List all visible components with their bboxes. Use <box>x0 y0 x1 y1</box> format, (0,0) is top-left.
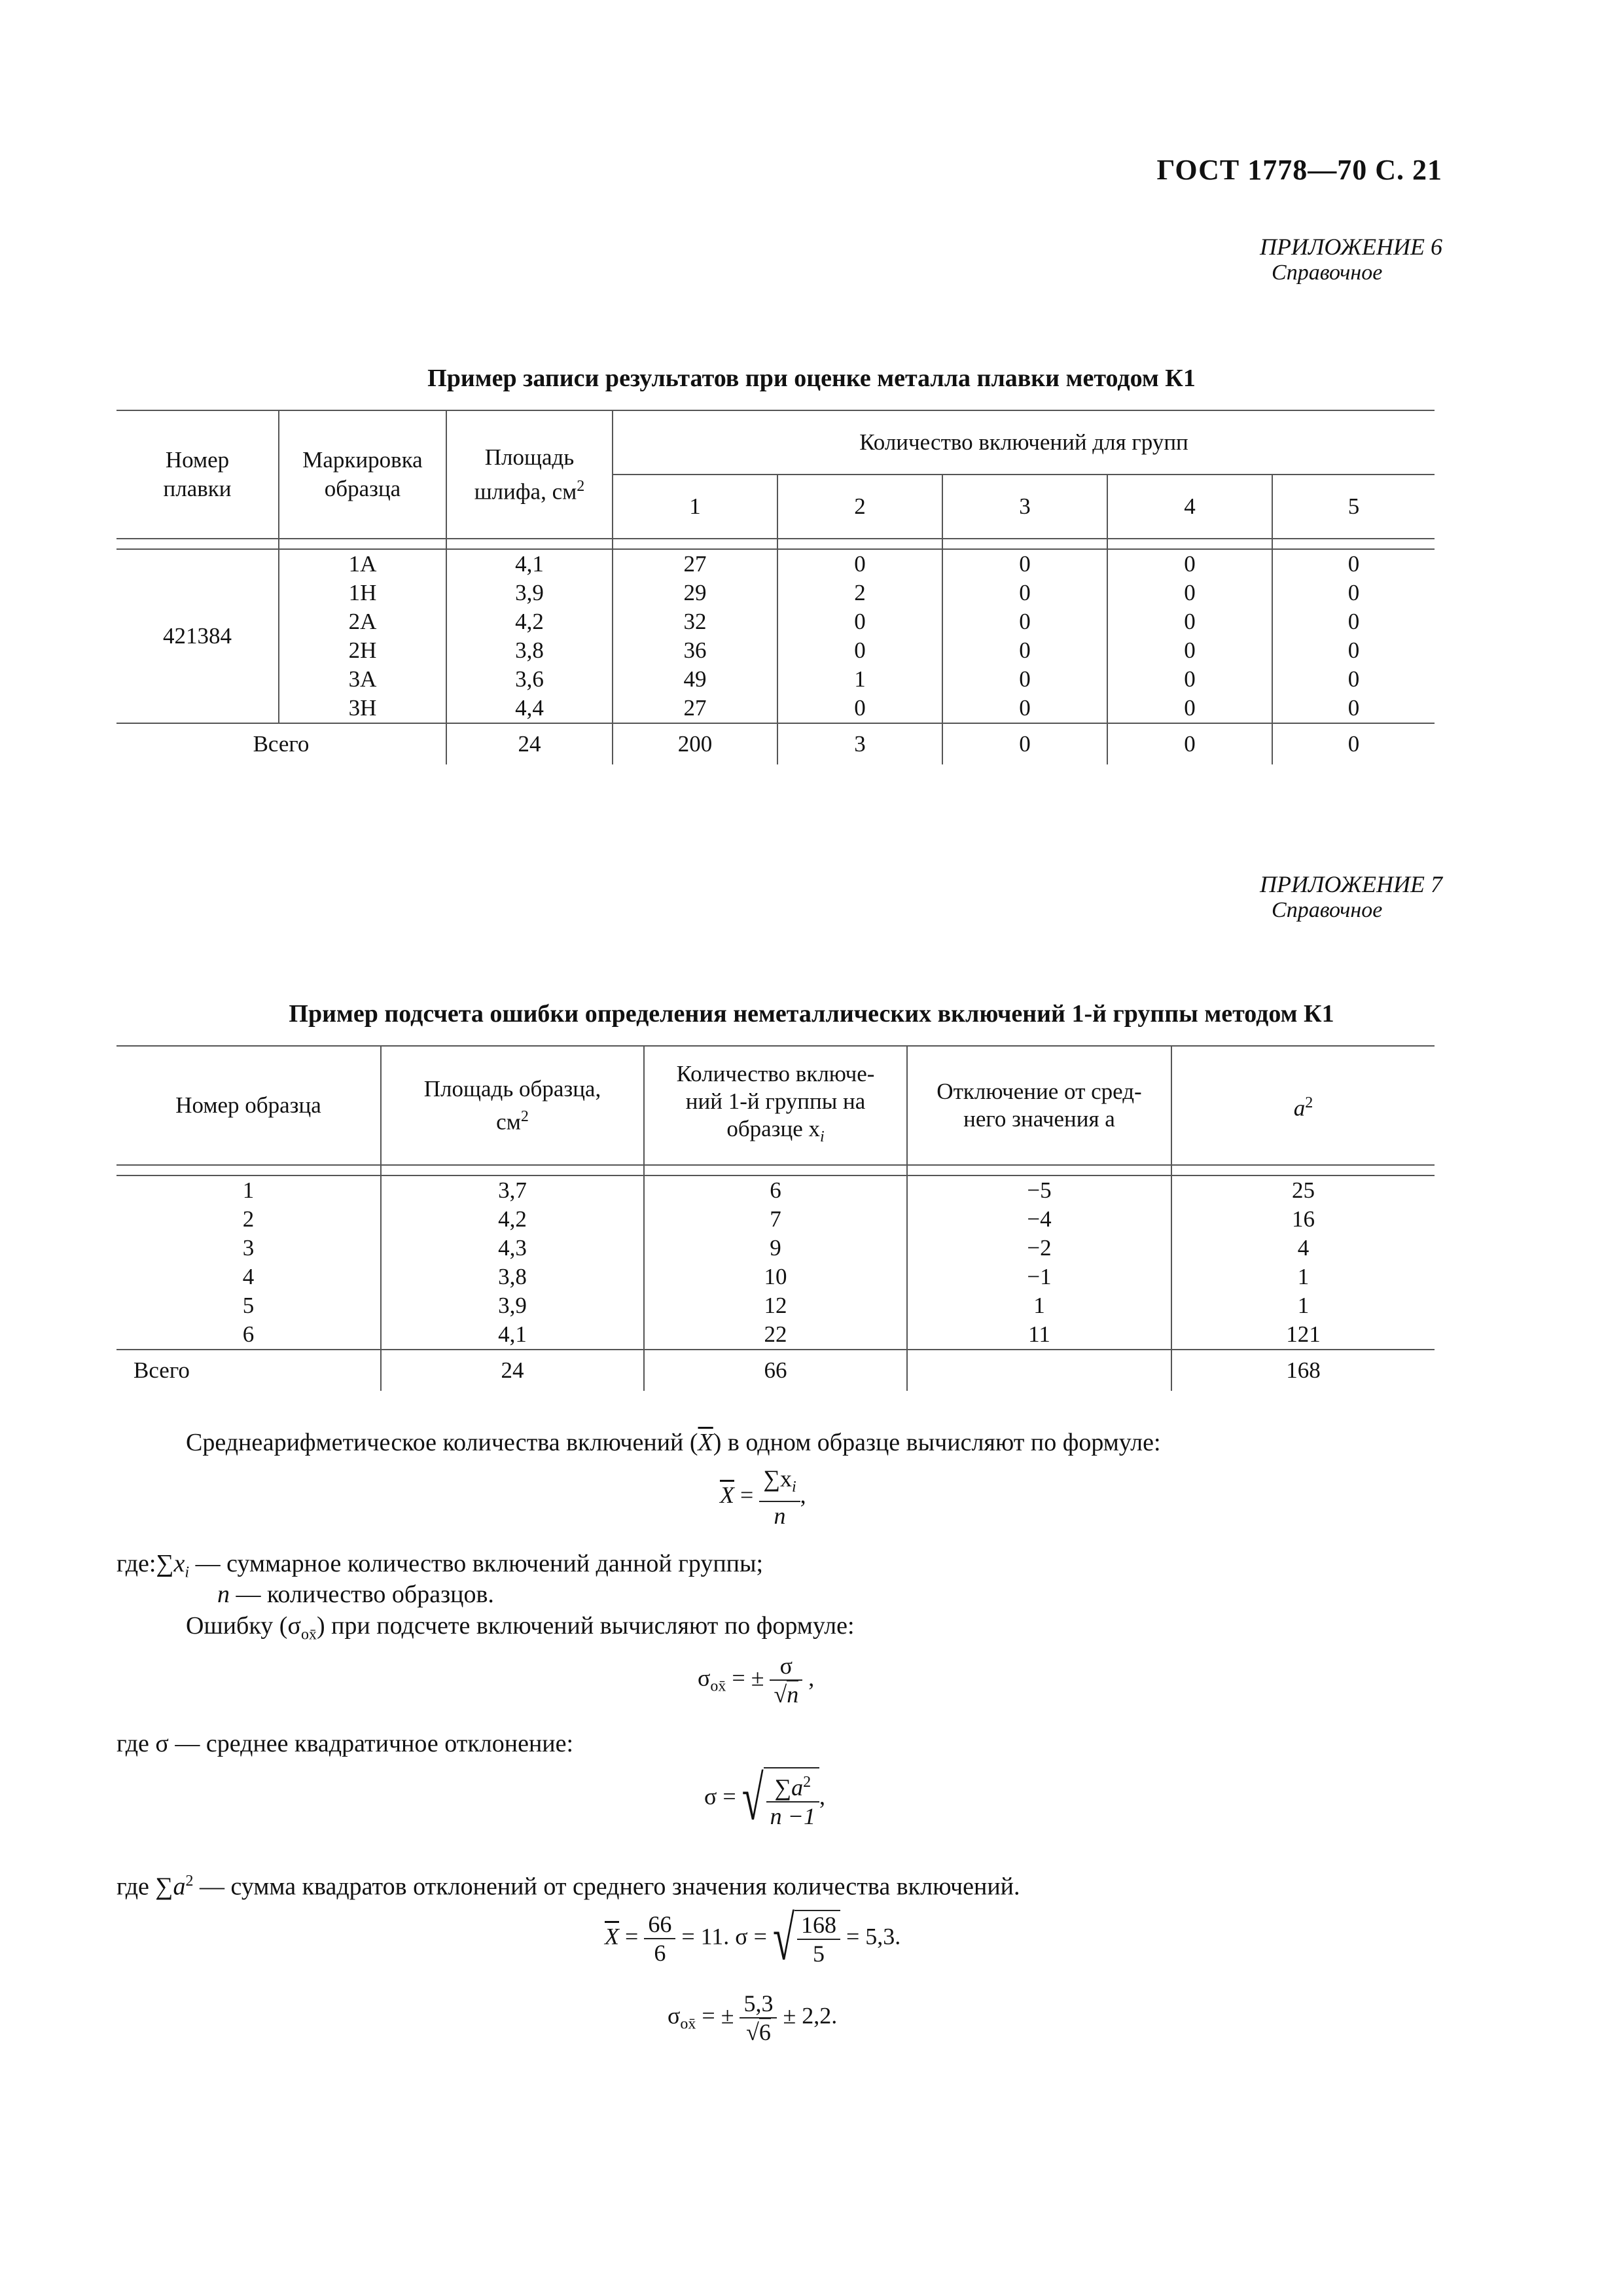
cell-sq: 1 <box>1171 1291 1435 1320</box>
total-g3: 0 <box>942 723 1107 764</box>
f4-sfrac <box>797 1911 840 1967</box>
cell-dev: −1 <box>907 1263 1171 1291</box>
f1-den: n <box>774 1503 786 1530</box>
appendix-7-title: ПРИЛОЖЕНИЕ 7 <box>1260 871 1442 897</box>
p1-b: ) в одном образце вычисляют по формуле: <box>713 1429 1161 1456</box>
cell-g1: 49 <box>613 665 777 694</box>
table-1-title: Пример записи результатов при оценке металла плавки методом К1 <box>427 365 1196 392</box>
table-row <box>116 694 1435 723</box>
cell-area: 4,3 <box>381 1234 644 1263</box>
cell-g2: 2 <box>777 579 942 607</box>
cell-area: 4,1 <box>381 1320 644 1350</box>
sep <box>446 539 613 549</box>
cell-g5: 0 <box>1272 579 1435 607</box>
cell-sq: 25 <box>1171 1175 1435 1205</box>
header-count <box>644 1046 907 1165</box>
table-2-title: Пример подсчета ошибки определения неметаллических включений 1-й группы методом К1 <box>289 1000 1334 1028</box>
cell-area: 3,8 <box>381 1263 644 1291</box>
header-count-sub: i <box>820 1128 825 1145</box>
cell-g2: 0 <box>777 694 942 723</box>
cell-g4: 0 <box>1107 549 1272 579</box>
cell-g2: 0 <box>777 607 942 636</box>
f1-frac <box>759 1465 800 1530</box>
sep <box>279 539 446 549</box>
cell-mark: 3А <box>279 665 446 694</box>
cell-g1: 27 <box>613 694 777 723</box>
f4-frac <box>644 1910 675 1967</box>
cell-area: 3,6 <box>446 665 613 694</box>
total-area: 24 <box>381 1350 644 1391</box>
p1-x: $\overline{X}$ <box>698 1429 713 1456</box>
f1-lhs: $\overline{X}$ <box>720 1481 734 1508</box>
f4-sden: 5 <box>812 1941 825 1967</box>
f4-den: 6 <box>654 1940 666 1966</box>
appendix-7-label <box>1260 870 1442 923</box>
f4-x: $\overline{X}$ <box>605 1923 619 1950</box>
cell-mark: 2Н <box>279 636 446 665</box>
f4-sres: = 5,3. <box>840 1923 901 1950</box>
f2-num: σ <box>770 1652 802 1681</box>
table-row <box>116 579 1435 607</box>
cell-g3: 0 <box>942 549 1107 579</box>
cell-g2: 0 <box>777 636 942 665</box>
where1-sub: i <box>185 1564 190 1581</box>
where4-a: где <box>116 1873 156 1901</box>
formula-mean <box>720 1465 806 1530</box>
cell-g5: 0 <box>1272 636 1435 665</box>
f2-den-wrap <box>770 1681 802 1708</box>
header-melt: Номер плавки <box>116 410 279 539</box>
sep <box>777 539 942 549</box>
where4-sup: 2 <box>185 1873 194 1890</box>
where-sum-a2 <box>116 1865 1020 1903</box>
cell-num: 2 <box>242 1206 255 1232</box>
total-label: Всего <box>116 1350 381 1391</box>
f5-lhs-sub: ox̄ <box>680 2015 696 2033</box>
where-sigma: где σ — среднее квадратичное отклонение: <box>116 1730 574 1757</box>
header-sample-area-text: Площадь образца, см <box>423 1075 601 1135</box>
cell-sq: 16 <box>1171 1205 1435 1234</box>
appendix-6-sub: Справочное <box>1272 260 1383 285</box>
cell-g1: 29 <box>613 579 777 607</box>
formula-error <box>698 1652 814 1708</box>
header-area <box>446 410 613 539</box>
total-g5: 0 <box>1272 723 1435 764</box>
table-row <box>116 1175 1435 1205</box>
cell-dev: −5 <box>907 1175 1171 1205</box>
header-deviation: Отключение от сред- него значения a <box>907 1046 1171 1165</box>
cell-sq: 4 <box>1171 1234 1435 1263</box>
header-square-sup: 2 <box>1305 1094 1313 1111</box>
sep <box>1272 539 1435 549</box>
sep <box>381 1165 644 1175</box>
page-header: ГОСТ 1778—70 С. 21 <box>1156 154 1442 186</box>
f5-frac <box>740 1990 777 2046</box>
f1-num-sub: i <box>791 1479 796 1496</box>
header-group-4: 4 <box>1107 475 1272 539</box>
cell-area: 4,1 <box>446 549 613 579</box>
where1-a: где: <box>116 1550 156 1577</box>
f5-eq: = ± <box>696 2002 740 2029</box>
melt-number: 421384 <box>163 623 232 649</box>
p2-sub: ox̄ <box>300 1626 317 1643</box>
cell-g5: 0 <box>1272 665 1435 694</box>
appendix-6-label <box>1260 233 1442 285</box>
f3-num <box>766 1768 819 1803</box>
cell-g3: 0 <box>942 636 1107 665</box>
cell-area: 3,9 <box>446 579 613 607</box>
header-square <box>1171 1046 1435 1165</box>
formula-numeric <box>605 1903 901 1973</box>
sqrt-icon: √ <box>741 1763 764 1833</box>
sqrt-icon: √ <box>773 1903 794 1973</box>
where4-sum: ∑a <box>155 1873 186 1901</box>
cell-g2: 1 <box>777 665 942 694</box>
f4-sqrt <box>794 1910 840 1967</box>
sep <box>116 539 279 549</box>
formula-error-numeric <box>668 1990 837 2046</box>
cell-mark: 2А <box>279 607 446 636</box>
table-row <box>116 1320 1435 1350</box>
cell-g5: 0 <box>1272 694 1435 723</box>
table-row <box>116 1291 1435 1320</box>
cell-g2: 0 <box>777 549 942 579</box>
sqrt-icon: √ <box>746 2019 759 2045</box>
header-group-1: 1 <box>613 475 777 539</box>
f2-lhs-sub: ox̄ <box>710 1677 726 1695</box>
cell-num: 3 <box>242 1235 255 1261</box>
sep <box>116 1165 381 1175</box>
cell-count: 7 <box>644 1205 907 1234</box>
f3-den: n −1 <box>770 1803 815 1829</box>
cell-mark: 1А <box>279 549 446 579</box>
sep <box>1171 1165 1435 1175</box>
p1-a: Среднеарифметическое количества включений ( <box>186 1429 698 1456</box>
total-row <box>116 723 1435 764</box>
cell-g3: 0 <box>942 665 1107 694</box>
table-row <box>116 549 1435 579</box>
header-mark: Маркировка образца <box>279 410 446 539</box>
paragraph-mean <box>186 1427 1161 1458</box>
f2-frac <box>770 1652 802 1708</box>
cell-g4: 0 <box>1107 694 1272 723</box>
sep <box>644 1165 907 1175</box>
total-g2: 3 <box>777 723 942 764</box>
cell-g3: 0 <box>942 607 1107 636</box>
where2-b: — количество образцов. <box>230 1581 494 1608</box>
f1-num-text: ∑x <box>763 1465 792 1492</box>
cell-area: 3,9 <box>381 1291 644 1320</box>
f1-eq: = <box>734 1481 760 1508</box>
header-area-text: Площадь шлифа, см <box>474 444 577 505</box>
f5-lhs: σ <box>668 2002 681 2029</box>
where1-b: — суммарное количество включений данной группы; <box>189 1550 764 1577</box>
f5-den-wrap <box>740 2018 777 2046</box>
cell-area: 3,7 <box>381 1175 644 1205</box>
cell-g1: 27 <box>613 549 777 579</box>
p2-b: ) при подсчете включений вычисляют по формуле: <box>316 1612 855 1640</box>
table-row <box>116 636 1435 665</box>
cell-count: 12 <box>644 1291 907 1320</box>
cell-area: 4,2 <box>381 1205 644 1234</box>
cell-num: 6 <box>242 1321 255 1347</box>
f2-den: n <box>787 1681 799 1708</box>
header-sample-area-sup: 2 <box>520 1107 529 1125</box>
f4-res: = 11. σ = <box>675 1923 773 1950</box>
f3-tail: , <box>819 1783 825 1810</box>
cell-g4: 0 <box>1107 607 1272 636</box>
header-sample-area <box>381 1046 644 1165</box>
p2-a: Ошибку (σ <box>186 1612 301 1640</box>
cell-num: 1 <box>242 1177 255 1203</box>
appendix-7-sub: Справочное <box>1272 898 1383 922</box>
sep <box>942 539 1107 549</box>
table-row <box>116 1263 1435 1291</box>
cell-g1: 36 <box>613 636 777 665</box>
where2-n: n <box>217 1581 230 1608</box>
cell-g3: 0 <box>942 694 1107 723</box>
f5-num: 5,3 <box>740 1990 777 2018</box>
cell-sq: 1 <box>1171 1263 1435 1291</box>
f5-res: ± 2,2. <box>777 2002 838 2029</box>
table-1 <box>116 410 1435 764</box>
where1-sum: ∑x <box>156 1550 185 1577</box>
cell-dev: 1 <box>907 1291 1171 1320</box>
cell-g4: 0 <box>1107 579 1272 607</box>
cell-count: 22 <box>644 1320 907 1350</box>
cell-num: 5 <box>242 1293 255 1318</box>
table-row <box>116 607 1435 636</box>
f3-lhs: σ = <box>704 1783 742 1810</box>
sqrt-icon: √ <box>774 1681 787 1708</box>
cell-num: 4 <box>242 1264 255 1289</box>
f1-num <box>759 1465 800 1502</box>
table-2 <box>116 1045 1435 1391</box>
total-count: 66 <box>644 1350 907 1391</box>
f4-snum: 168 <box>797 1911 840 1940</box>
cell-mark: 1Н <box>279 579 446 607</box>
cell-count: 9 <box>644 1234 907 1263</box>
cell-area: 4,4 <box>446 694 613 723</box>
table-row <box>116 665 1435 694</box>
cell-g5: 0 <box>1272 549 1435 579</box>
appendix-6-title: ПРИЛОЖЕНИЕ 6 <box>1260 234 1442 260</box>
f4-num: 66 <box>644 1910 675 1939</box>
f3-num-sup: 2 <box>803 1774 812 1791</box>
cell-area: 4,2 <box>446 607 613 636</box>
total-g1: 200 <box>613 723 777 764</box>
total-label: Всего <box>116 723 446 764</box>
header-square-text: a <box>1293 1095 1306 1121</box>
table-row <box>116 1234 1435 1263</box>
f3-sqrt <box>764 1767 819 1830</box>
header-count-text: Количество включе- ний 1-й группы на образце x <box>676 1061 875 1141</box>
cell-g4: 0 <box>1107 636 1272 665</box>
header-groups: Количество включений для групп <box>613 410 1435 475</box>
f4-eq: = <box>619 1923 645 1950</box>
where-n <box>217 1579 494 1610</box>
f1-tail: , <box>800 1481 806 1508</box>
header-sample-number: Номер образца <box>116 1046 381 1165</box>
sep <box>1107 539 1272 549</box>
total-area: 24 <box>446 723 613 764</box>
f2-lhs: σ <box>698 1664 711 1691</box>
f2-tail: , <box>802 1664 815 1691</box>
header-group-2: 2 <box>777 475 942 539</box>
f3-frac <box>766 1768 819 1830</box>
cell-count: 6 <box>644 1175 907 1205</box>
total-row <box>116 1350 1435 1391</box>
cell-g5: 0 <box>1272 607 1435 636</box>
sep <box>907 1165 1171 1175</box>
paragraph-error <box>186 1610 855 1651</box>
where4-b: — сумма квадратов отклонений от среднего значения количества включений. <box>193 1873 1020 1901</box>
cell-g4: 0 <box>1107 665 1272 694</box>
header-area-sup: 2 <box>577 477 585 495</box>
total-dev <box>907 1350 1171 1391</box>
total-sq: 168 <box>1171 1350 1435 1391</box>
cell-sq: 121 <box>1171 1320 1435 1350</box>
cell-area: 3,8 <box>446 636 613 665</box>
cell-dev: −4 <box>907 1205 1171 1234</box>
cell-g1: 32 <box>613 607 777 636</box>
table-row <box>116 1205 1435 1234</box>
cell-g3: 0 <box>942 579 1107 607</box>
f5-den: 6 <box>758 2019 771 2045</box>
formula-sigma <box>704 1763 825 1833</box>
f3-num-text: ∑a <box>774 1774 804 1801</box>
cell-count: 10 <box>644 1263 907 1291</box>
header-group-5: 5 <box>1272 475 1435 539</box>
f2-eq: = ± <box>726 1664 770 1691</box>
header-group-3: 3 <box>942 475 1107 539</box>
sep <box>613 539 777 549</box>
cell-mark: 3Н <box>279 694 446 723</box>
total-g4: 0 <box>1107 723 1272 764</box>
cell-dev: 11 <box>907 1320 1171 1350</box>
cell-dev: −2 <box>907 1234 1171 1263</box>
